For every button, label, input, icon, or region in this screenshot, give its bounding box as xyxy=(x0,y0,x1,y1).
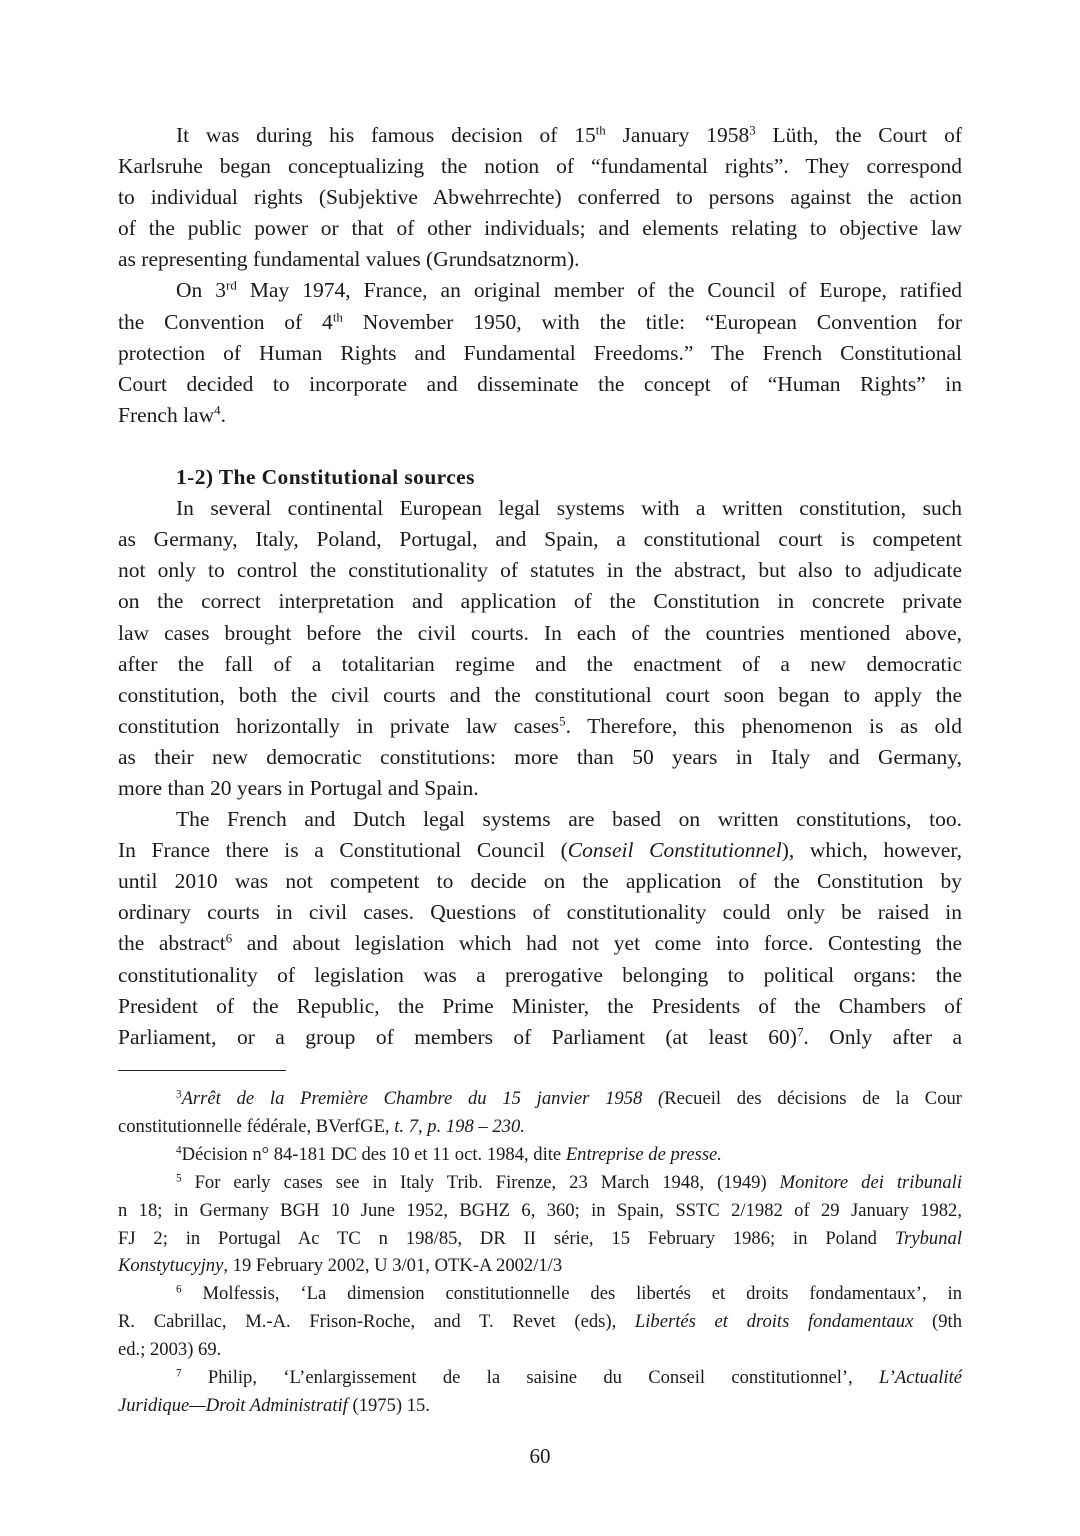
text-run: the abstract xyxy=(118,931,226,956)
heading xyxy=(118,462,962,493)
text-run: In several continental European legal systems with a written constitution, such xyxy=(176,496,962,521)
text-run: L’Actualité xyxy=(879,1367,962,1389)
note-reference: 5 xyxy=(176,1172,182,1185)
text-line xyxy=(118,462,962,493)
text-run: on the correct interpretation and application of the Constitution in concrete private xyxy=(118,589,962,614)
text-line xyxy=(118,524,962,555)
text-run: as representing fundamental values (Grundsatznorm). xyxy=(118,247,580,272)
text-run: In France there is a Constitutional Council ( xyxy=(118,838,568,863)
text-run: January 1958 xyxy=(605,123,750,147)
spacer xyxy=(118,431,962,462)
text-run: R. Cabrillac, M.-A. Frison-Roche, and T. Revet (eds), xyxy=(118,1311,635,1333)
text-run: It was during his famous decision of 15 xyxy=(176,123,596,147)
text-line xyxy=(118,586,962,617)
text-run: constitutionnelle fédérale, BVerfGE, xyxy=(118,1115,395,1137)
text-line xyxy=(118,711,962,742)
text-line xyxy=(118,555,962,586)
text-run: Molfessis, ‘La dimension constitutionnelle des libertés et droits fondamentaux’, in xyxy=(181,1283,962,1305)
text-line xyxy=(118,866,962,897)
text-run: Juridique—Droit Administratif xyxy=(118,1394,348,1416)
text-run: constitution horizontally in private law cases xyxy=(118,713,560,738)
text-line xyxy=(118,1336,962,1364)
text-line xyxy=(118,1197,962,1225)
text-run: French law xyxy=(118,402,215,427)
footnote xyxy=(118,1141,962,1169)
text-line xyxy=(118,773,962,804)
text-run: Konstytucyjny xyxy=(118,1255,224,1277)
footnote xyxy=(118,1280,962,1364)
note-reference: 3 xyxy=(749,123,756,138)
text-line xyxy=(118,618,962,649)
text-line xyxy=(118,1252,962,1280)
note-reference: 4 xyxy=(214,403,221,418)
text-run: 1-2) The Constitutional sources xyxy=(176,465,475,490)
text-line xyxy=(118,1364,962,1392)
text-run: as their new democratic constitutions: more than 50 years in Italy and Germany, xyxy=(118,744,962,769)
text-line xyxy=(118,928,962,959)
text-run: (1975) 15. xyxy=(347,1394,430,1416)
text-line xyxy=(118,1225,962,1253)
text-run: as Germany, Italy, Poland, Portugal, and Spain, a constitutional court is competent xyxy=(118,527,962,552)
text-run: until 2010 was not competent to decide on the application of the Constitution by xyxy=(118,869,962,894)
text-line xyxy=(118,1169,962,1197)
text-line xyxy=(118,742,962,773)
text-line xyxy=(118,1392,962,1420)
text-line xyxy=(118,120,962,151)
text-run: ), which, however, xyxy=(781,838,962,863)
text-run: FJ 2; in Portugal Ac TC n 198/85, DR II série, 15 February 1986; in Poland xyxy=(118,1227,895,1249)
text-line xyxy=(118,275,962,306)
text-run: Conseil Constitutionnel xyxy=(567,838,782,863)
text-line xyxy=(118,400,962,431)
text-line xyxy=(118,1022,962,1053)
note-reference: 7 xyxy=(176,1367,182,1380)
note-reference: 3 xyxy=(176,1088,182,1101)
text-run: Trybunal xyxy=(894,1227,962,1249)
text-run: to individual rights (Subjektive Abwehrrechte) conferred to persons against the action xyxy=(118,185,962,210)
text-run: Arrêt de la Première Chambre du 15 janvier 1958 ( xyxy=(181,1088,665,1109)
paragraph xyxy=(118,120,962,275)
text-run: For early cases see in Italy Trib. Firenze, 23 March 1948, (1949) xyxy=(181,1171,780,1193)
text-run: t. 7, p. 198 – 230. xyxy=(394,1115,525,1137)
text-run: Libertés et droits fondamentaux xyxy=(634,1311,914,1333)
main-text xyxy=(118,120,962,1053)
text-run: law cases brought before the civil courts. In each of the countries mentioned above, xyxy=(118,620,962,645)
text-run: the Convention of 4 xyxy=(118,309,333,334)
text-run: Court decided to incorporate and disseminate the concept of “Human Rights” in xyxy=(118,371,962,396)
text-run: . Therefore, this phenomenon is as old xyxy=(565,713,962,738)
text-line xyxy=(118,151,962,182)
text-run: . Only after a xyxy=(803,1024,962,1049)
footnote-separator xyxy=(118,1070,286,1071)
note-reference: 7 xyxy=(796,1024,804,1039)
text-run: ordinary courts in civil cases. Questions of constitutionality could only be raised in xyxy=(118,900,962,925)
text-line xyxy=(118,1085,962,1113)
text-line xyxy=(118,649,962,680)
text-run: more than 20 years in Portugal and Spain. xyxy=(118,775,479,800)
text-line xyxy=(118,213,962,244)
text-run: not only to control the constitutionality of statutes in the abstract, but also to adjudicate xyxy=(118,558,962,583)
text-line xyxy=(118,1141,962,1169)
text-line xyxy=(118,835,962,866)
text-run: November 1950, with the title: “European Convention for xyxy=(342,309,962,334)
text-run: (9th xyxy=(913,1311,962,1333)
note-reference: th xyxy=(595,123,606,138)
text-run: after the fall of a totalitarian regime and the enactment of a new democratic xyxy=(118,651,962,676)
footnotes xyxy=(118,1085,962,1420)
text-run: protection of Human Rights and Fundamental Freedoms.” The French Constitutional xyxy=(118,340,962,365)
text-run: constitution, both the civil courts and the constitutional court soon began to apply the xyxy=(118,682,962,707)
text-line xyxy=(118,307,962,338)
text-run: The French and Dutch legal systems are based on written constitutions, too. xyxy=(176,807,962,832)
note-reference: 6 xyxy=(176,1283,182,1296)
note-reference: th xyxy=(332,309,343,324)
text-run: On 3 xyxy=(176,278,227,303)
text-run: Entreprise de presse. xyxy=(565,1143,722,1165)
text-run: ed.; 2003) 69. xyxy=(118,1339,222,1361)
paragraph xyxy=(118,275,962,430)
note-reference: rd xyxy=(226,278,237,293)
text-run: , 19 February 2002, U 3/01, OTK-A 2002/1/3 xyxy=(223,1255,563,1277)
text-line xyxy=(118,493,962,524)
text-line xyxy=(118,1308,962,1336)
text-run: constitutionality of legislation was a prerogative belonging to political organs: the xyxy=(118,962,962,987)
page-number: 60 xyxy=(529,1444,551,1468)
text-run: Décision n° 84-181 DC des 10 et 11 oct. 1984, dite xyxy=(181,1143,566,1165)
text-run: Parliament, or a group of members of Parliament (at least 60) xyxy=(118,1024,797,1049)
note-reference: 4 xyxy=(176,1144,182,1157)
text-run: Monitore dei tribunali xyxy=(779,1171,962,1193)
footnote xyxy=(118,1085,962,1141)
text-run: . xyxy=(220,402,226,427)
text-line xyxy=(118,804,962,835)
text-run: and about legislation which had not yet come into force. Contesting the xyxy=(232,931,962,956)
text-line xyxy=(118,680,962,711)
text-run: May 1974, France, an original member of the Council of Europe, ratified xyxy=(236,278,962,303)
text-run: President of the Republic, the Prime Minister, the Presidents of the Chambers of xyxy=(118,993,962,1018)
text-line xyxy=(118,338,962,369)
text-line xyxy=(118,960,962,991)
text-line xyxy=(118,897,962,928)
text-run: n 18; in Germany BGH 10 June 1952, BGHZ 6, 360; in Spain, SSTC 2/1982 of 29 January 1982, xyxy=(118,1199,962,1221)
paragraph xyxy=(118,804,962,1053)
footnote xyxy=(118,1169,962,1281)
footnote xyxy=(118,1364,962,1420)
note-reference: 5 xyxy=(559,714,566,729)
text-line xyxy=(118,244,962,275)
text-run: Karlsruhe began conceptualizing the notion of “fundamental rights”. They correspond xyxy=(118,154,962,179)
text-line xyxy=(118,1113,962,1141)
text-run: Philip, ‘L’enlargissement de la saisine du Conseil constitutionnel’, xyxy=(181,1367,880,1389)
paragraph xyxy=(118,493,962,804)
text-line xyxy=(118,1280,962,1308)
text-run: of the public power or that of other individuals; and elements relating to objective law xyxy=(118,216,962,241)
text-line xyxy=(118,182,962,213)
text-run: Recueil des décisions de la Cour xyxy=(664,1088,962,1109)
text-line xyxy=(118,991,962,1022)
text-run: Lüth, the Court of xyxy=(755,123,962,147)
note-reference: 6 xyxy=(225,931,233,946)
text-line xyxy=(118,369,962,400)
